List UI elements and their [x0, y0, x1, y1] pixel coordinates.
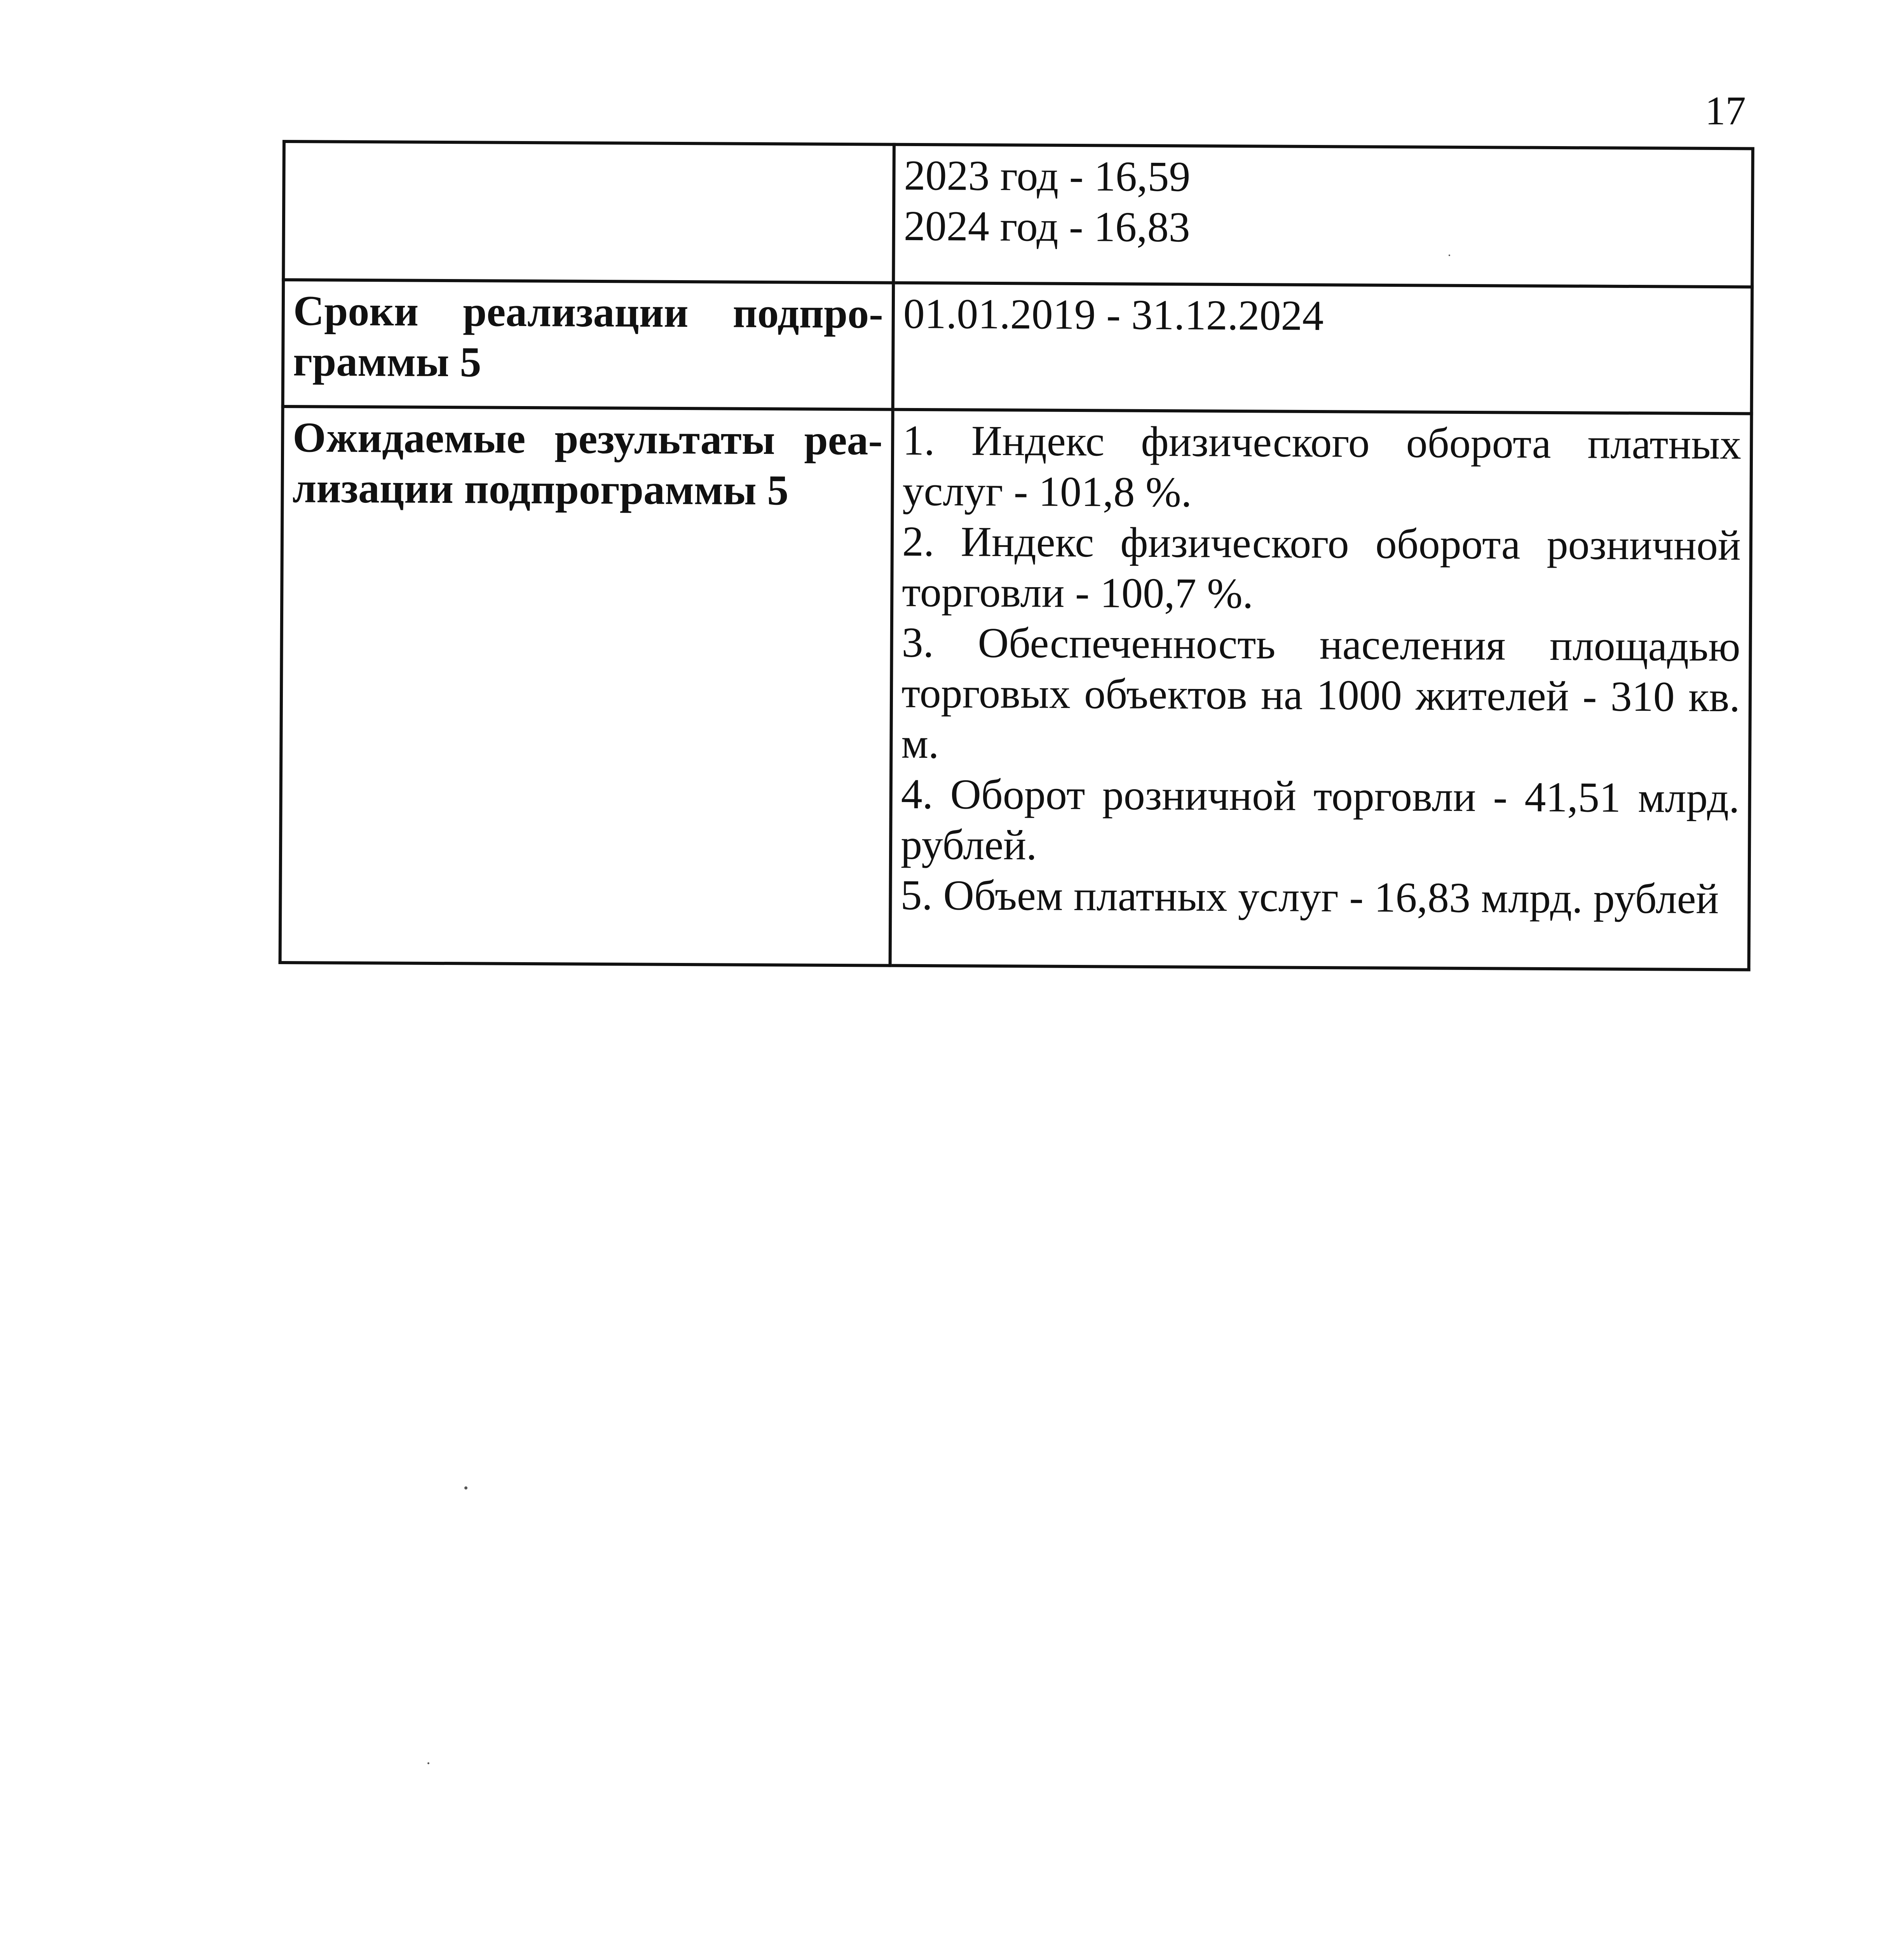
- terms-label: Сроки реализации подпрограммы 5: [283, 280, 894, 410]
- table-row-terms: [283, 280, 1752, 413]
- funding-year-2023: 2023 год - 16,59: [904, 151, 1191, 201]
- funding-year-2024: 2024 год - 16,83: [903, 202, 1191, 251]
- funding-label-cell: [283, 141, 894, 283]
- table-row-expected-results: [280, 406, 1752, 970]
- scan-speck: [1449, 255, 1450, 256]
- result-item-5: 5. Объем платных услуг - 16,83 млрд. рублей: [900, 871, 1719, 923]
- scan-speck: [464, 1486, 467, 1490]
- page-number: 17: [1705, 88, 1746, 133]
- result-item-4: 4. Оборот розничной торговли - 41,51 млрд. рублей.: [900, 770, 1740, 869]
- expected-results-list: [890, 410, 1752, 970]
- result-item-1: 1. Индекс физического оборота платных услуг - 101,8 %.: [902, 416, 1742, 516]
- terms-value: 01.01.2019 - 31.12.2024: [893, 283, 1752, 414]
- passport-table: [279, 140, 1754, 971]
- expected-results-label: Ожидаемые результаты реализации подпрограммы 5: [280, 406, 893, 966]
- result-item-2: 2. Индекс физического оборота розничной торговли - 100,7 %.: [902, 517, 1741, 617]
- result-item-3: 3. Обеспеченность населения площадью торговых объектов на 1000 жителей - 310 кв. м.: [901, 618, 1740, 767]
- table-row-funding-continuation: [283, 141, 1753, 287]
- scan-speck: [427, 1762, 429, 1764]
- funding-values-cell: [893, 145, 1753, 287]
